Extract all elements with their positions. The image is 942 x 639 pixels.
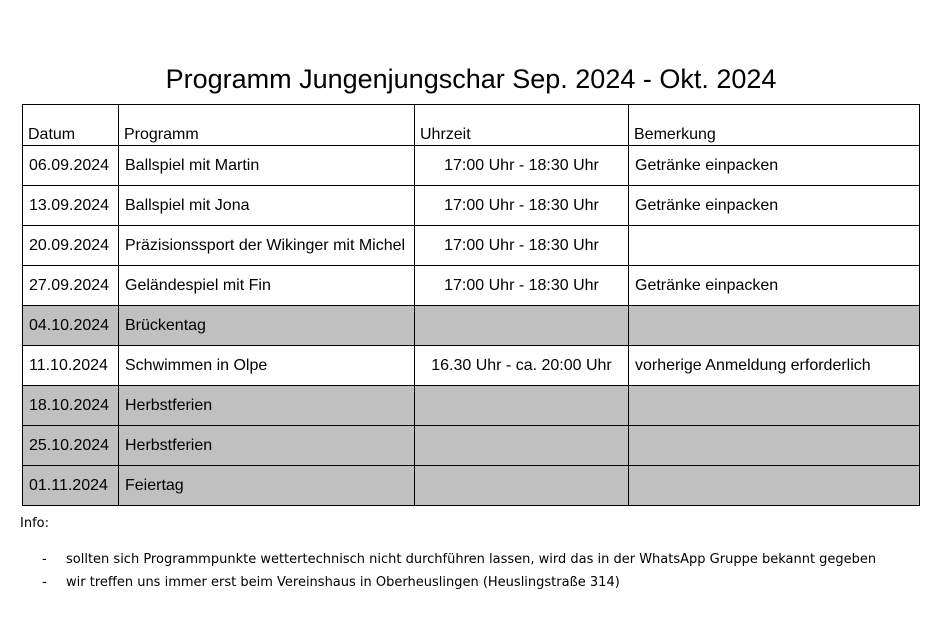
page-title: Programm Jungenjungschar Sep. 2024 - Okt. 2024 <box>165 64 777 94</box>
bullet-dash: - <box>42 575 47 590</box>
cell-program: Herbstferien <box>119 386 415 426</box>
bullet-dash: - <box>42 552 47 567</box>
cell-date: 11.10.2024 <box>23 346 119 386</box>
cell-date: 06.09.2024 <box>23 146 119 186</box>
table-row <box>23 306 920 346</box>
cell-time <box>415 386 629 426</box>
cell-time: 17:00 Uhr - 18:30 Uhr <box>415 266 629 306</box>
cell-program: Herbstferien <box>119 426 415 466</box>
cell-time <box>415 426 629 466</box>
cell-note: vorherige Anmeldung erforderlich <box>629 346 920 386</box>
table-row <box>23 426 920 466</box>
table-row <box>23 186 920 226</box>
cell-program: Brückentag <box>119 306 415 346</box>
cell-date: 25.10.2024 <box>23 426 119 466</box>
cell-note <box>629 306 920 346</box>
schedule-table <box>22 104 920 506</box>
cell-program: Geländespiel mit Fin <box>119 266 415 306</box>
cell-time: 17:00 Uhr - 18:30 Uhr <box>415 186 629 226</box>
info-label: Info: <box>20 516 49 531</box>
header-programm: Programm <box>119 105 415 146</box>
cell-note: Getränke einpacken <box>629 146 920 186</box>
cell-program: Schwimmen in Olpe <box>119 346 415 386</box>
cell-note: Getränke einpacken <box>629 266 920 306</box>
cell-time <box>415 306 629 346</box>
cell-note: Getränke einpacken <box>629 186 920 226</box>
cell-date: 13.09.2024 <box>23 186 119 226</box>
cell-date: 27.09.2024 <box>23 266 119 306</box>
cell-time: 17:00 Uhr - 18:30 Uhr <box>415 226 629 266</box>
list-item <box>42 552 876 575</box>
table-row <box>23 466 920 506</box>
cell-program: Ballspiel mit Jona <box>119 186 415 226</box>
cell-note <box>629 426 920 466</box>
cell-program: Ballspiel mit Martin <box>119 146 415 186</box>
list-item <box>42 575 876 598</box>
cell-date: 01.11.2024 <box>23 466 119 506</box>
cell-program: Präzisionssport der Wikinger mit Michel <box>119 226 415 266</box>
cell-date: 04.10.2024 <box>23 306 119 346</box>
table-row <box>23 226 920 266</box>
cell-time <box>415 466 629 506</box>
table-row <box>23 146 920 186</box>
info-item-text: sollten sich Programmpunkte wettertechnisch nicht durchführen lassen, wird das in der WhatsApp Gruppe bekannt gegeben <box>66 552 877 567</box>
info-list <box>42 552 876 598</box>
header-datum: Datum <box>23 105 119 146</box>
cell-time: 16.30 Uhr - ca. 20:00 Uhr <box>415 346 629 386</box>
cell-time: 17:00 Uhr - 18:30 Uhr <box>415 146 629 186</box>
header-bemerkung: Bemerkung <box>629 105 920 146</box>
table-header-row <box>23 105 920 146</box>
table-row <box>23 346 920 386</box>
info-item-text: wir treffen uns immer erst beim Vereinshaus in Oberheuslingen (Heuslingstraße 314) <box>66 575 620 590</box>
cell-note <box>629 466 920 506</box>
cell-date: 20.09.2024 <box>23 226 119 266</box>
cell-program: Feiertag <box>119 466 415 506</box>
cell-date: 18.10.2024 <box>23 386 119 426</box>
table-row <box>23 386 920 426</box>
table-row <box>23 266 920 306</box>
cell-note <box>629 386 920 426</box>
header-uhrzeit: Uhrzeit <box>415 105 629 146</box>
cell-note <box>629 226 920 266</box>
